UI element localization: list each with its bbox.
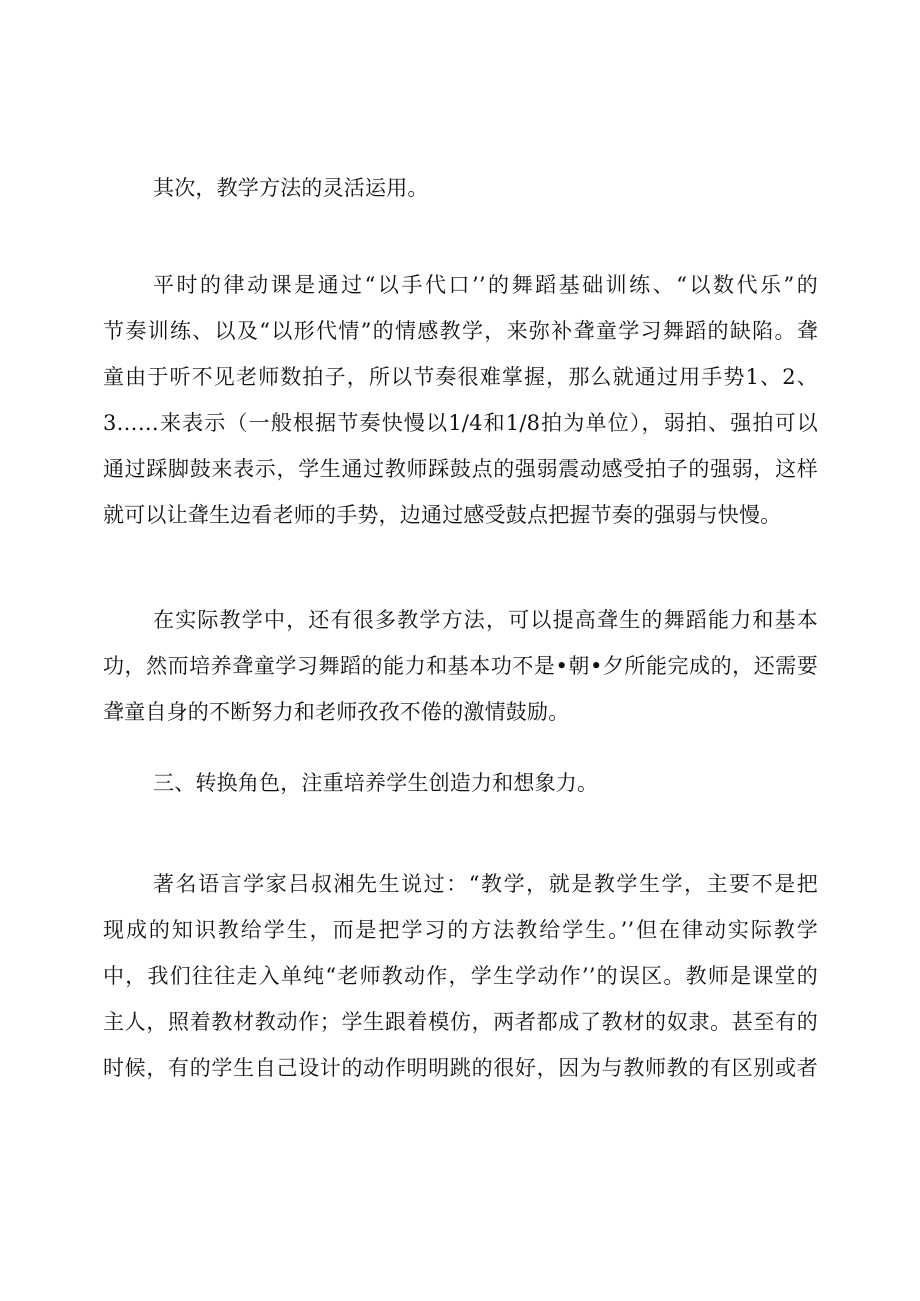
section-heading-role-change [103, 760, 818, 806]
paragraph-line: 童由于听不见老师数拍子，所以节奏很难掌握，那么就通过用手势1、2、 [103, 365, 818, 389]
paragraph-lv-shuxiang-quote [103, 861, 818, 1091]
paragraph-line: 在实际教学中，还有很多教学方法，可以提高聋生的舞蹈能力和基本 [153, 608, 818, 632]
paragraph-line: 就可以让聋生边看老师的手势，边通过感受鼓点把握节奏的强弱与快慢。 [103, 503, 782, 527]
paragraph-line: 通过踩脚鼓来表示，学生通过教师踩鼓点的强弱震动感受拍子的强弱，这样 [103, 457, 818, 481]
paragraph-practical-teaching [103, 597, 818, 735]
paragraph-line: 聋童自身的不断努力和老师孜孜不倦的激情鼓励。 [103, 700, 570, 724]
paragraph-line: 平时的律动课是通过“以手代口’’的舞蹈基础训练、“以数代乐”的 [153, 273, 818, 297]
paragraph-line: 中，我们往往走入单纯“老师教动作，学生学动作’’的误区。教师是课堂的 [103, 964, 818, 988]
paragraph-line: 著名语言学家吕叔湘先生说过：“教学，就是教学生学，主要不是把 [153, 872, 818, 896]
paragraph-line: 现成的知识教给学生，而是把学习的方法教给学生。’’但在律动实际教学 [103, 918, 818, 942]
paragraph-line: 3……来表示（一般根据节奏快慢以1/4和1/8拍为单位），弱拍、强拍可以 [103, 411, 818, 435]
paragraph-line: 时候，有的学生自己设计的动作明明跳的很好，因为与教师教的有区别或者 [103, 1056, 818, 1080]
paragraph-teaching-methods-heading [103, 165, 818, 211]
paragraph-line: 节奏训练、以及“以形代情”的情感教学，来弥补聋童学习舞蹈的缺陷。聋 [103, 319, 818, 343]
paragraph-line: 其次，教学方法的灵活运用。 [153, 176, 429, 200]
paragraph-rhythm-training [103, 262, 818, 538]
paragraph-line: 功，然而培养聋童学习舞蹈的能力和基本功不是•朝•夕所能完成的，还需要 [103, 654, 818, 678]
section-heading-line: 三、转换角色，注重培养学生创造力和想象力。 [153, 771, 599, 795]
paragraph-line: 主人，照着教材教动作；学生跟着模仿，两者都成了教材的奴隶。甚至有的 [103, 1010, 818, 1034]
